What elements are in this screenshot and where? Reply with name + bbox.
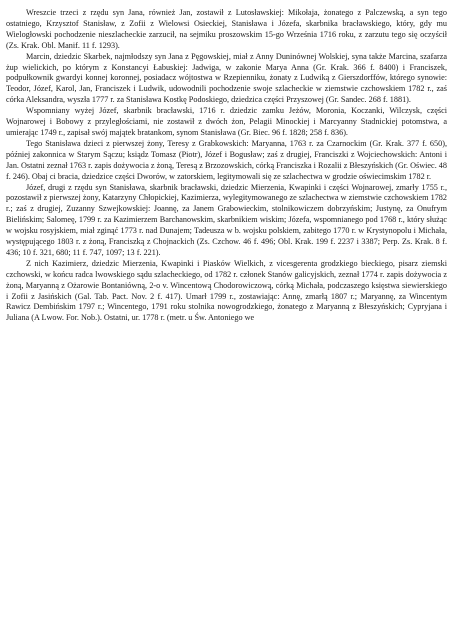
paragraph-3: Wspomniany wyżej Józef, skarbnik bracławski, 1716 r. dziedzic zamku Jeżów, Moronia, Koczanki, Wilczysk, części Wojnarowej i Bobowy z przyległościami, nie zostawił z dwóch żon, Pelagii Minockiej i Marcyanny Stadnickiej potomstwa, a umierając 1749 r., zapisał swój majątek bratankom, synom Stanisława (Gr. Biec. 96 f. 1828; 258 f. 836). [6, 106, 447, 137]
paragraph-4: Tego Stanisława dzieci z pierwszej żony, Teresy z Grabkowskich: Maryanna, 1763 r. za Czarnockim (Gr. Krak. 377 f. 650), później zakonnica w Starym Sączu; ksiądz Tomasz (Piotr), Józef i Bogusław; zaś z drugiej, Franciszki z Wojciechowskich: Antoni i Jan. Ostatni zeznał 1763 r. zapis dożywocia z żoną, Teresą z Brzozowskich, córką Franciszka i Rozalii z Błeszyńskich (Gr. Oświec. 48 f. 246). Obaj ci bracia, dziedzice części Dworów, w zatorskiem, legitymowali się ze szlachectwa w grodzie oświecimskim 1782 r. [6, 138, 447, 181]
paragraph-6: Z nich Kazimierz, dziedzic Mierzenia, Kwapinki i Piasków Wielkich, z vicesgerenta grodzkiego bieckiego, pisarz ziemski czchowski, w końcu radca lwowskiego sądu szlacheckiego, od 1782 r. członek Stanów galicyjskich, zeznał 1774 r. zapis dożywocia z żoną, Maryanną z Ożarowie Bontaniówną, 2-o v. Wincentową Chodorowiczową, córką Michała, podczaszego księstwa siewierskiego i Zofii z Jasińskich (Gal. Tab. Pact. Nov. 2 f. 417). Umarł 1799 r., zostawiając: Annę, zmarłą 1807 r.; Maryannę, za Wincentym Rawicz Dembińskim 1797 r.; Wincentego, 1791 roku stolnika nowogrodzkiego, żonatego z Maryanną z Błeszyńskich; Cypryjana i Juliana (A Lwow. For. Nob.). Ostatni, ur. 1778 r. (metr. u Św. Antoniego we [6, 258, 447, 323]
paragraph-1: Wreszcie trzeci z rzędu syn Jana, również Jan, zostawił z Lutosławskiej: Mikołaja, żonatego z Palczewską, a syn tego ostatniego, Krzysztof Stanisław, z Zofii z Wielowsi Osieckiej, Stanisława i Józefa, skarbnika bracławskiego, który, gdy mu Wielogłowski pochodzenie nieszlacheckie zarzucił, na sejmiku proszowskim 15-go Września 1716 roku, z zarzutu tego się oczyścił (Zs. Krak. Obl. Manif. 11 f. 1293). [6, 8, 447, 50]
paragraph-2: Marcin, dziedzic Skarbek, najmłodszy syn Jana z Pęgowskiej, miał z Anny Duninównej Wolskiej, syna także Marcina, szafarza żup wielickich, po którym z Konstancyi Łabuskiej: Jadwiga, w zakonie Marya Anna (Gr. Krak. 366 f. 8400) i Franciszek, podpułkownik gwardyi konnej koronnej, posiadacz wójtostwa w Rzepienniku, żonaty z Ludwiką z Gierszdorffów, którego synowie: Teodor, Józef, Karol, Jan, Franciszek i Ludwik, udowodnili pochodzenie swoje szlacheckie w ziemstwie czchowskiem 1782 r., zaś córka Aleksandra, wyszła 1777 r. za Stanisława Kostkę Podoskiego, dziedzica części Przyszowej (Gr. Sandec. 268 f. 1881). [6, 51, 447, 105]
paragraph-5: Józef, drugi z rzędu syn Stanisława, skarbnik bracławski, dziedzic Mierzenia, Kwapinki i części Wojnarowej, zmarły 1755 r., pozostawił z pierwszej żony, Katarzyny Chłopickiej, Kazimierza, wylegitymowanego ze szlachectwa w ziemstwie czchowskiem 1782 r.; zaś z drugiej, Zuzanny Szwejkowskiej: Joannę, za Janem Grabowieckim, stolnikowiczem dobrzyńskim; Justynę, za Onufrym Bielińskim; Salomeę, 1799 r. za Kazimierzem Barchanowskim, skarbnikiem wiskim; Józefa, wspomnianego pod 1768 r., który służąc w wojsku rosyjskiem, miał zginąć 1773 r. nad Dunajem; Tadeusza w b. wojsku polskiem, zabitego 1770 r. w Krystynopolu i Michała, występującego 1803 r. z żoną, Franciszką z Chojnackich (Zs. Czchow. 46 f. 496; Obl. Krak. 199 f. 2237 i 3387; Perp. Zs. Krak. 8 f. 436; 10 f. 321, 680; 11 f. 747, 1097; 13 f. 221). [6, 182, 447, 257]
document-page [6, 8, 447, 324]
